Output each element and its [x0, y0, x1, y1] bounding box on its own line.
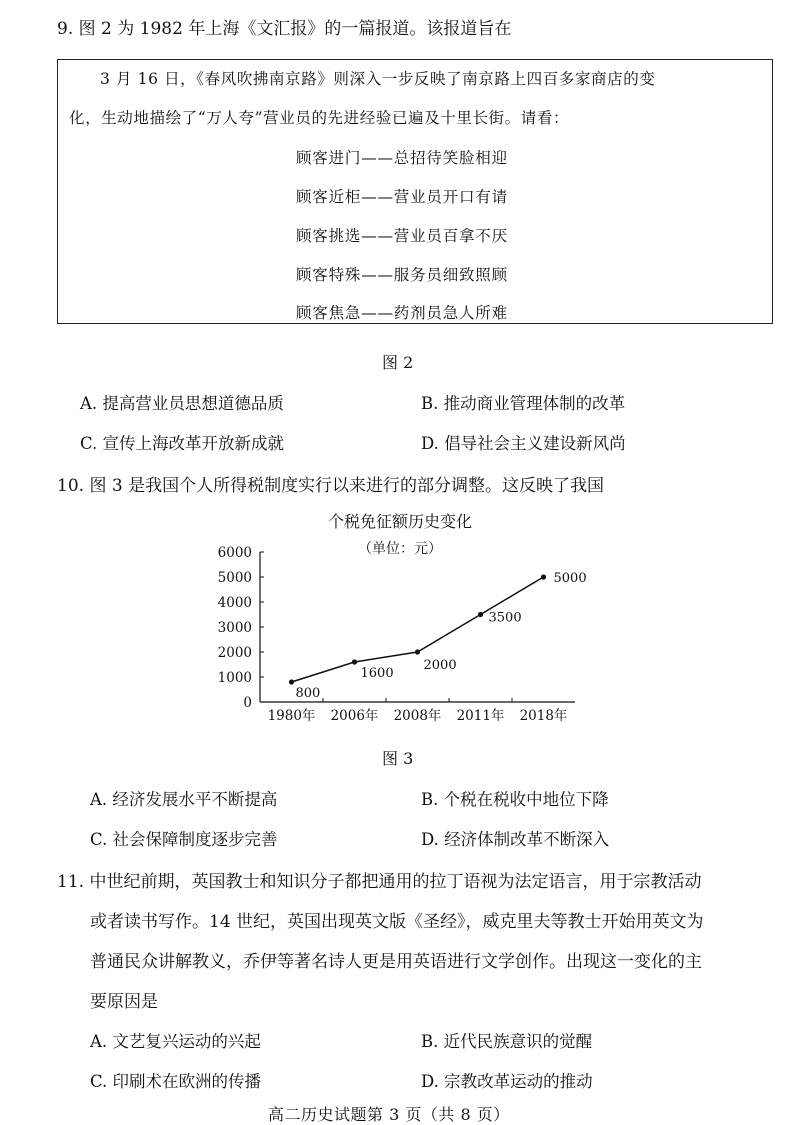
data-label: 1600 [360, 666, 394, 681]
question-11-line-1: 11. 中世纪前期，英国教士和知识分子都把通用的拉丁语视为法定语言，用于宗教活动 [57, 872, 702, 892]
q9-option-b[interactable]: B. 推动商业管理体制的改革 [421, 394, 626, 413]
question-11-line-2: 或者读书写作。14 世纪，英国出现英文版《圣经》，威克里夫等教士开始用英文为 [90, 912, 704, 932]
x-tick-label: 2018年 [519, 708, 568, 724]
y-tick-label: 5000 [217, 570, 252, 586]
y-tick-label: 4000 [217, 595, 252, 611]
x-tick-label: 2006年 [330, 708, 379, 724]
x-tick-label: 1980年 [267, 708, 316, 724]
y-tick-label: 6000 [217, 545, 252, 561]
y-tick-label: 1000 [217, 670, 252, 686]
data-point [541, 574, 546, 579]
data-point [352, 659, 357, 664]
excerpt-line-1: 3 月 16 日，《春风吹拂南京路》则深入一步反映了南京路上四百多家商店的变 [100, 70, 656, 88]
q11-option-c[interactable]: C. 印刷术在欧洲的传播 [90, 1072, 262, 1091]
y-tick-label: 3000 [217, 620, 252, 636]
x-tick-label: 2011年 [456, 708, 505, 724]
q11-option-a[interactable]: A. 文艺复兴运动的兴起 [90, 1032, 261, 1051]
q9-option-a[interactable]: A. 提高营业员思想道德品质 [80, 394, 284, 413]
data-label: 2000 [423, 658, 457, 673]
q11-option-d[interactable]: D. 宗教改革运动的推动 [421, 1072, 593, 1091]
q10-option-a[interactable]: A. 经济发展水平不断提高 [90, 790, 278, 809]
chart-subtitle: （单位：元） [358, 541, 442, 557]
excerpt-quote-line: 顾客焦急——药剂员急人所难 [296, 304, 508, 322]
page-footer: 高二历史试题第 3 页（共 8 页） [268, 1105, 510, 1124]
excerpt-quote-line: 顾客挑选——营业员百拿不厌 [296, 227, 508, 245]
question-11-line-4: 要原因是 [90, 992, 158, 1012]
data-label: 5000 [553, 571, 587, 586]
series-line [292, 577, 544, 682]
chart-title: 个税免征额历史变化 [327, 512, 473, 531]
excerpt-quote-line: 顾客特殊——服务员细致照顾 [296, 266, 508, 284]
x-tick-label: 2008年 [393, 708, 442, 724]
excerpt-quote-line: 顾客进门——总招待笑脸相迎 [296, 149, 508, 167]
q9-option-d[interactable]: D. 倡导社会主义建设新风尚 [421, 434, 626, 453]
y-tick-label: 0 [243, 695, 252, 711]
y-tick-label: 2000 [217, 645, 252, 661]
q10-option-d[interactable]: D. 经济体制改革不断深入 [421, 830, 610, 849]
figure-2-caption: 图 2 [382, 353, 414, 372]
tax-exemption-chart [200, 505, 600, 735]
data-label: 3500 [488, 610, 522, 626]
data-point [478, 612, 483, 617]
question-11-line-3: 普通民众讲解教义，乔伊等著名诗人更是用英语进行文学创作。出现这一变化的主 [90, 952, 702, 972]
data-point [289, 679, 294, 684]
q10-option-b[interactable]: B. 个税在税收中地位下降 [421, 790, 609, 809]
q9-option-c[interactable]: C. 宣传上海改革开放新成就 [80, 434, 285, 453]
q10-option-c[interactable]: C. 社会保障制度逐步完善 [90, 830, 278, 849]
excerpt-quote-line: 顾客近柜——营业员开口有请 [296, 188, 508, 206]
figure-3-caption: 图 3 [382, 749, 414, 768]
data-point [415, 649, 420, 654]
question-10-stem: 10. 图 3 是我国个人所得税制度实行以来进行的部分调整。这反映了我国 [57, 476, 605, 496]
data-label: 800 [295, 686, 321, 701]
excerpt-line-2: 化，生动地描绘了“万人夸”营业员的先进经验已遍及十里长街。请看： [69, 109, 570, 127]
question-9-stem: 9. 图 2 为 1982 年上海《文汇报》的一篇报道。该报道旨在 [57, 19, 512, 39]
q11-option-b[interactable]: B. 近代民族意识的觉醒 [421, 1032, 593, 1051]
